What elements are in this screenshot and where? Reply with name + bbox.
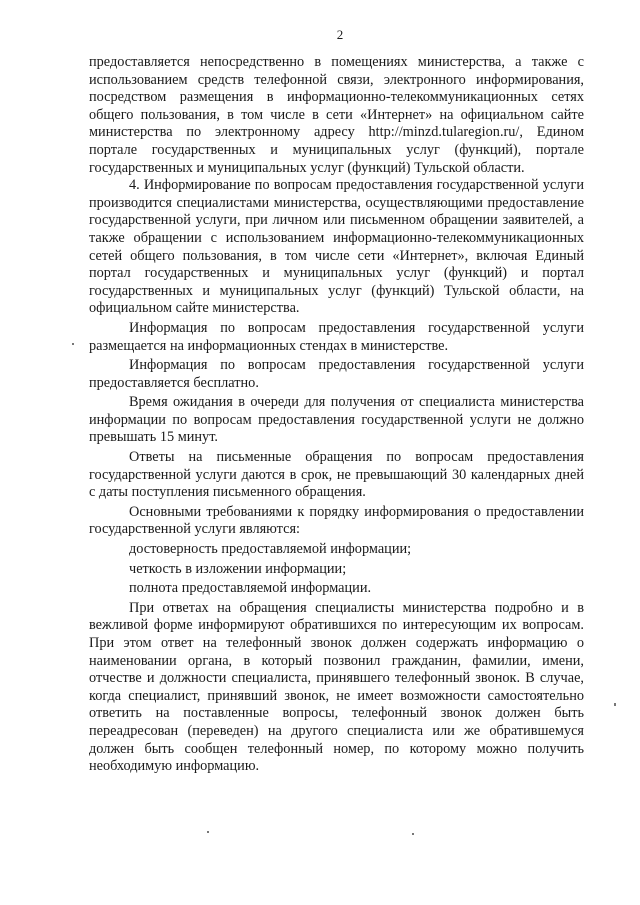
paragraph-requirements: Основными требованиями к порядку информирования о предоставлении государственной услуги являются: [89, 503, 584, 538]
scan-speck [207, 831, 209, 833]
paragraph-item-4: 4. Информирование по вопросам предоставления государственной услуги производится специалистами министерства, осуществляющими предоставление государственной услуги, при личном или письменном обращении заявителей, а также обращении с использованием информационно-телекоммуникационных сетей общего пользования, в том числе сети «Интернет», включая Единый портал государственных и муниципальных услуг (функций) и портал государственных и муниципальных услуг (функций) Тульской области, на официальном сайте министерства. [89, 177, 584, 317]
requirement-item: полнота предоставляемой информации. [129, 580, 372, 597]
scan-speck [72, 343, 74, 345]
requirement-item: достоверность предоставляемой информации; [129, 541, 412, 558]
paragraph-continuation: предоставляется непосредственно в помещениях министерства, а также с использованием средств телефонной связи, электронного информирования, посредством размещения в информационно-телекоммуникационных сетях общего пользования, в том числе в сети «Интернет» на официальном сайте министерства по электронному адресу http://minzd.tularegion.ru/, Едином портале государственных и муниципальных услуг (функций), портале государственных и муниципальных услуг (функций) Тульской области. [89, 54, 584, 176]
paragraph-waiting-time: Время ожидания в очереди для получения от специалиста министерства информации по вопросам предоставления государственной услуги не должно превышать 15 минут. [89, 394, 584, 446]
paragraph-written-replies: Ответы на письменные обращения по вопросам предоставления государственной услуги даются в срок, не превышающий 30 календарных дней с даты поступления письменного обращения. [89, 449, 584, 501]
paragraph-phone-answers: При ответах на обращения специалисты министерства подробно и в вежливой форме информируют обратившихся по интересующим их вопросам. При этом ответ на телефонный звонок должен содержать информацию о наименовании органа, в который позвонил гражданин, фамилии, имени, отчестве и должности специалиста, принявшего телефонный звонок. В случае, когда специалист, принявший звонок, не имеет возможности самостоятельно ответить на поставленные вопросы, телефонный звонок должен быть переадресован (переведен) на другого специалиста или же обратившемуся должен быть сообщен телефонный номер, по которому можно получить необходимую информацию. [89, 599, 584, 775]
requirement-item: четкость в изложении информации; [129, 560, 347, 577]
page-number: 2 [336, 27, 344, 42]
document-body [89, 54, 584, 776]
paragraph-free-of-charge: Информация по вопросам предоставления государственной услуги предоставляется бесплатно. [89, 357, 584, 391]
scan-speck [614, 703, 616, 706]
scan-speck [412, 833, 414, 835]
paragraph-info-stands: Информация по вопросам предоставления государственной услуги размещается на информационных стендах в министерстве. [89, 319, 584, 354]
